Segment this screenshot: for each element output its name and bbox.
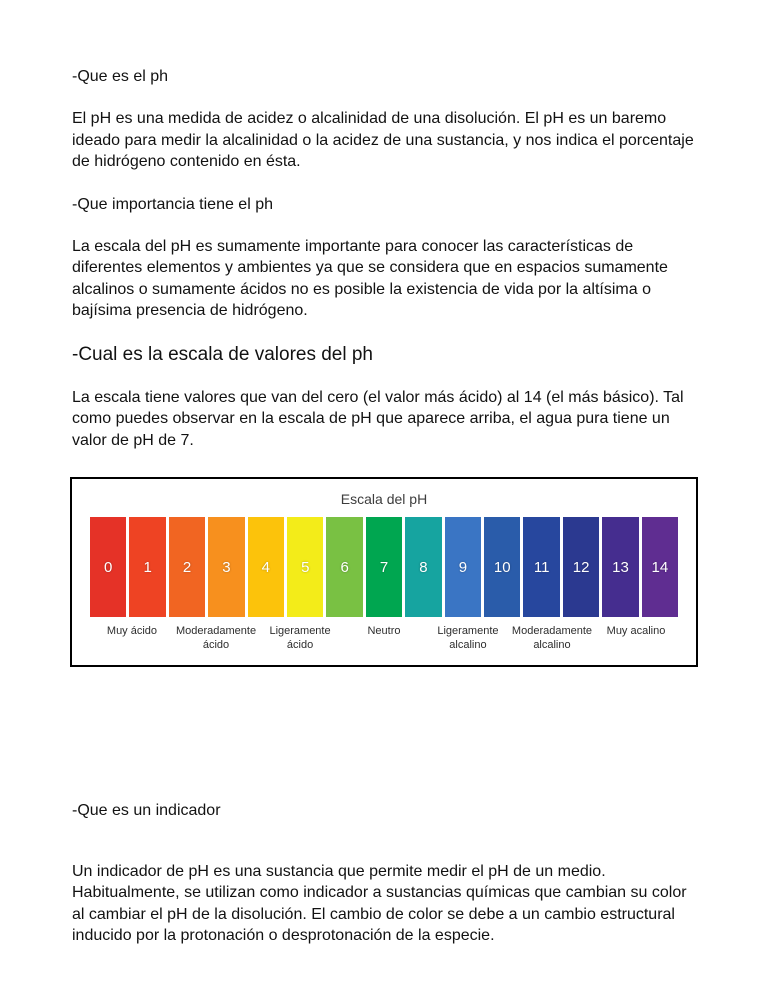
paragraph-indicator: Un indicador de pH es una sustancia que permite medir el pH de un medio. Habitualmente, se utilizan como indicador a sustancias químicas que cambian su color al cambiar el pH de la disolución. El cambio de color se debe a un cambio estructural inducido por la protonación o desprotonación de la especie. xyxy=(72,862,687,944)
heading-indicator: -Que es un indicador xyxy=(72,801,221,819)
ph-segment-7: 7 xyxy=(366,517,402,617)
ph-label-muy-alcalino: Muy acalino xyxy=(606,625,666,637)
ph-segment-0: 0 xyxy=(90,517,126,617)
ph-label-ligeramente-alcalino: Ligeramente alcalino xyxy=(437,625,499,651)
ph-segment-13: 13 xyxy=(602,517,638,617)
paragraph-what-is-ph: El pH es una medida de acidez o alcalinidad de una disolución. El pH es un baremo ideado para medir la alcalinidad o la acidez de una sustancia, y nos indica el porcentaje de hidrógeno contenido en ésta. xyxy=(72,110,694,170)
paragraph-scale: La escala tiene valores que van del cero (el valor más ácido) al 14 (el más básico). Tal como puedes observar en la escala de pH que aparece arriba, el agua pura tiene un valor de pH de 7. xyxy=(72,388,684,449)
ph-segment-1: 1 xyxy=(129,517,165,617)
ph-segment-4: 4 xyxy=(248,517,284,617)
heading-what-is-ph: -Que es el ph xyxy=(72,68,169,85)
ph-label-moderadamente-alcalino: Moderadamente alcalino xyxy=(511,625,593,651)
ph-scale-figure xyxy=(70,477,698,667)
heading-scale: -Cual es la escala de valores del ph xyxy=(72,343,374,365)
ph-label-muy-acido: Muy ácido xyxy=(106,625,158,637)
heading-importance: -Que importancia tiene el ph xyxy=(72,195,273,213)
ph-scale-row xyxy=(90,517,678,617)
ph-scale-title: Escala del pH xyxy=(340,491,428,507)
ph-scale-labels xyxy=(90,625,678,653)
ph-segment-12: 12 xyxy=(563,517,599,617)
ph-segment-14: 14 xyxy=(642,517,678,617)
ph-label-ligeramente-acido: Ligeramente ácido xyxy=(269,625,331,651)
spacer xyxy=(72,667,696,800)
ph-segment-2: 2 xyxy=(169,517,205,617)
ph-segment-9: 9 xyxy=(445,517,481,617)
paragraph-importance: La escala del pH es sumamente importante para conocer las características de diferentes elementos y ambientes ya que se considera que en espacios sumamente alcalinos o sumamente ácidos no es posible la existencia de vida por la altísima o bajísima presencia de hidrógeno. xyxy=(72,237,668,319)
ph-segment-11: 11 xyxy=(523,517,559,617)
ph-segment-3: 3 xyxy=(208,517,244,617)
ph-segment-5: 5 xyxy=(287,517,323,617)
ph-label-moderadamente-acido: Moderadamente ácido xyxy=(175,625,257,651)
ph-segment-10: 10 xyxy=(484,517,520,617)
ph-segment-8: 8 xyxy=(405,517,441,617)
ph-segment-6: 6 xyxy=(326,517,362,617)
ph-label-neutro: Neutro xyxy=(367,625,401,637)
